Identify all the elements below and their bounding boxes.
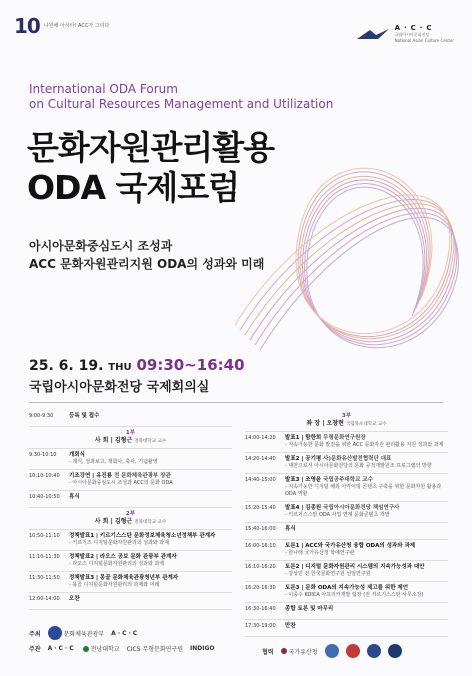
schedule-desc: - 강상민 [285, 571, 303, 577]
schedule-title: 토론2 | 디지털 문화자원관리 시스템의 지속가능성과 대안 [285, 564, 425, 570]
schedule-row [245, 474, 448, 502]
schedule-time: 16:10-16:20 [245, 564, 276, 570]
schedule-desc: - 이종수 [285, 592, 303, 598]
ministry-emblem-icon [48, 626, 62, 640]
schedule-time: 12:00-14:00 [29, 596, 60, 602]
organizer-row [29, 644, 215, 653]
schedule-title: 개회식 [69, 452, 85, 458]
schedule-title: 토론1 | ACC와 국가유산청 융합 ODA의 성과와 과제 [285, 543, 416, 549]
part-name: 1부 [125, 430, 136, 436]
schedule-time: 9:00-9:30 [29, 413, 54, 419]
part-moderator-affiliation: 국립목포대학교 교수 [345, 422, 387, 427]
heritage-emblem-icon [281, 648, 287, 654]
organizer-indigo-name: INDIGO [190, 645, 215, 652]
schedule-row [245, 453, 448, 474]
schedule-affiliation: 전 한국문화연구원 선임연구원 [304, 571, 371, 577]
schedule-title: 정책발표2 | 라오스 공보 문화 관광부 관계자 [69, 554, 177, 560]
schedule-desc: - 몽골 디지털문화자원관리의 과제와 미래 [69, 582, 160, 588]
english-title [29, 82, 333, 112]
korean-subtitle-line2: ACC 문화자원관리지원 ODA의 성과와 미래 [29, 257, 265, 271]
schedule-desc: - 한나래 [285, 550, 303, 556]
schedule-affiliation: 사)문화유산발전협력단 대표 [323, 456, 392, 462]
schedule-title: 휴식 [69, 494, 80, 500]
schedule-time: 14:20-14:40 [245, 456, 276, 462]
partner-seal-icon-3 [367, 644, 381, 658]
organizer-acc-logo [48, 645, 76, 652]
host-acc-name: A·C·C [111, 629, 140, 637]
jnu-emblem-icon [83, 646, 89, 652]
schedule-desc: - 개식, 성과보고, 개회사, 축사, 기념촬영 [69, 459, 158, 465]
part-name: 3부 [341, 413, 352, 419]
schedule-affiliation: KOICA 아프리카개발 팀장 (전 키르기스스탄 사무소장) [304, 592, 424, 598]
schedule-row [29, 551, 232, 572]
schedule-title: 만찬 [285, 623, 296, 629]
schedule-desc: - 아시아문화중심도시 조성과 ACC의 문화 ODA [69, 480, 173, 486]
partner-seal-icon-4 [388, 644, 402, 658]
host-ministry-logo [48, 626, 105, 640]
schedule-time: 10:40-10:50 [29, 494, 60, 500]
footer-sponsors [0, 616, 472, 676]
korean-title-line1: 문화자원관리활용 [27, 128, 275, 167]
schedule-row [29, 593, 232, 610]
partner-seal-icon-1 [325, 644, 339, 658]
event-day: THU [108, 362, 132, 373]
schedule-time: 11:10-11:30 [29, 554, 60, 560]
acc-logo-sub: 국립아시아문화전당 [394, 32, 430, 37]
schedule-time: 15:40-16:00 [245, 526, 276, 532]
part-header [245, 410, 448, 432]
schedule-title: 발표4 | 김종원 [285, 505, 322, 511]
schedule-right-column [245, 410, 448, 637]
part-header [29, 508, 232, 530]
schedule-row [245, 561, 448, 582]
schedule-row [29, 410, 232, 427]
part-name: 2부 [125, 511, 136, 517]
korean-title [27, 128, 274, 208]
organizer-indigo-logo [190, 645, 215, 652]
part-moderator: 좌 장 | 오창현 [306, 420, 344, 427]
organizer-jnu-logo [83, 644, 120, 653]
schedule-title: 발표1 | 함한희 [285, 435, 322, 441]
english-title-line2: on Cultural Resources Management and Utilization [29, 97, 334, 111]
anniversary-logo-mark: 10 [14, 14, 40, 38]
schedule-time: 14:40-15:00 [245, 477, 276, 483]
partner-seal-icon-2 [346, 644, 360, 658]
schedule-desc: - 키르기스스탄 ODA 사업 연계 문화콘텐츠 개발 [285, 512, 390, 518]
schedule-desc: - 라오스 디지털문화자원관리의 성과와 과제 [69, 561, 165, 567]
schedule-row [29, 449, 232, 470]
acc-logo [356, 24, 454, 43]
acc-bird-icon [356, 27, 390, 41]
schedule-title: 종합 토론 및 마무리 [285, 606, 334, 612]
schedule-time: 17:30-19:00 [245, 623, 276, 629]
anniversary-logo-text: 나원해 아시아! ACC가 그리다 [43, 23, 110, 29]
english-title-line1: International ODA Forum [29, 82, 178, 96]
schedule-time: 15:20-15:40 [245, 505, 276, 511]
schedule-time: 10:10-10:40 [29, 473, 60, 479]
acc-logo-brand: A·C·C [394, 24, 436, 32]
part-moderator-affiliation: 전북대학교 교수 [134, 520, 167, 525]
host-label: 주최 [29, 630, 41, 638]
schedule-title: 기조강연 | 유진룡 [69, 473, 113, 479]
coop-heritage-logo [281, 647, 318, 656]
schedule-row [245, 502, 448, 523]
part-moderator-affiliation: 전북대학교 교수 [134, 439, 167, 444]
host-acc-logo [111, 630, 139, 637]
organizer-cics-logo [127, 644, 183, 653]
schedule-title: 등록 및 접수 [69, 413, 100, 419]
schedule-row [29, 491, 232, 508]
schedule-title: 토론3 | 문화 ODA의 지속가능성 제고를 위한 제언 [285, 585, 409, 591]
event-venue: 국립아시아문화전당 국제회의실 [29, 380, 210, 395]
organizer-label: 주관 [29, 646, 41, 653]
schedule-time: 9:30-10:10 [29, 452, 57, 458]
schedule-title: 오찬 [69, 596, 80, 602]
host-row [29, 626, 139, 640]
schedule-affiliation: 무형문화연구원장 [323, 435, 366, 441]
organizer-jnu-name: 전남대학교 [90, 646, 120, 653]
cooperation-label: 협력 [262, 648, 274, 656]
event-date: 25. 6. 19. [29, 358, 104, 374]
schedule-desc: - 지속가능한 디지털 해외 아카이빙 콘텐츠 구축을 위한 문화자원 활용과 ODA 역할 [285, 484, 442, 497]
schedule-row [29, 470, 232, 491]
part-moderator: 사 회 | 김형근 [94, 437, 133, 444]
organizer-cics-name: CICS 무형문화연구원 [126, 646, 184, 653]
korean-subtitle [29, 237, 264, 273]
coop-heritage-name: 국가유산청 [288, 648, 318, 656]
schedule-time: 16:00-16:10 [245, 543, 276, 549]
schedule-time: 14:00-14:20 [245, 435, 276, 441]
korean-subtitle-line1: 아시아문화중심도시 조성과 [29, 239, 173, 253]
event-date-time [29, 356, 245, 374]
schedule-affiliation: 국립공주대학교 교수 [323, 477, 373, 483]
schedule-time: 10:50-11:10 [29, 533, 60, 539]
host-ministry-name: 문화체육관광부 [63, 630, 105, 638]
schedule-time: 11:30-11:50 [29, 575, 60, 581]
cooperation-row [262, 644, 402, 658]
schedule-time: 16:20-16:30 [245, 585, 276, 591]
schedule-row [245, 582, 448, 603]
schedule-left-column [29, 410, 232, 610]
organizer-acc-name: A·C·C [47, 645, 76, 652]
schedule-row [29, 530, 232, 551]
schedule-title: 발표3 | 조영윤 [285, 477, 322, 483]
schedule-title: 발표2 | 공기평 [285, 456, 322, 462]
korean-title-line2: ODA 국제포럼 [27, 168, 239, 207]
schedule-title: 정책발표1 | 키르기스스탄 문화정보체육청소년정책부 관계자 [69, 533, 216, 539]
anniversary-logo [14, 14, 109, 38]
schedule-desc: - 대만으로서 아시아문화전당의 문화 공적개발원조 프로그램의 방향 [285, 463, 432, 469]
part-header [29, 427, 232, 449]
section-divider [29, 402, 443, 403]
schedule-desc: - 키르기즈 디지털문화자원관리의 성과와 과제 [69, 540, 169, 546]
part-moderator: 사 회 | 김형근 [94, 518, 133, 525]
schedule-row [245, 540, 448, 561]
schedule-time: 16:30-16:40 [245, 606, 276, 612]
schedule-title: 휴식 [285, 526, 296, 532]
schedule-affiliation: 전 문화체육관광부 장관 [113, 473, 171, 479]
event-time: 09:30~16:40 [136, 356, 245, 374]
schedule-affiliation: 국립아시아문화전당 책임연구사 [323, 505, 400, 511]
schedule-row [29, 572, 232, 593]
schedule-row [245, 523, 448, 540]
schedule-row [245, 432, 448, 453]
schedule-affiliation: 국가유산청 학예연구관 [304, 550, 355, 556]
acc-logo-sub-en: National Asian Culture Center [394, 38, 454, 43]
schedule-title: 정책발표3 | 몽골 문화체육관광청년부 관계자 [69, 575, 179, 581]
schedule-desc: - 지속가능한 문화 발전을 위한 ACC 문화자원 관리활용 지원 성과와 과제 [285, 442, 444, 448]
